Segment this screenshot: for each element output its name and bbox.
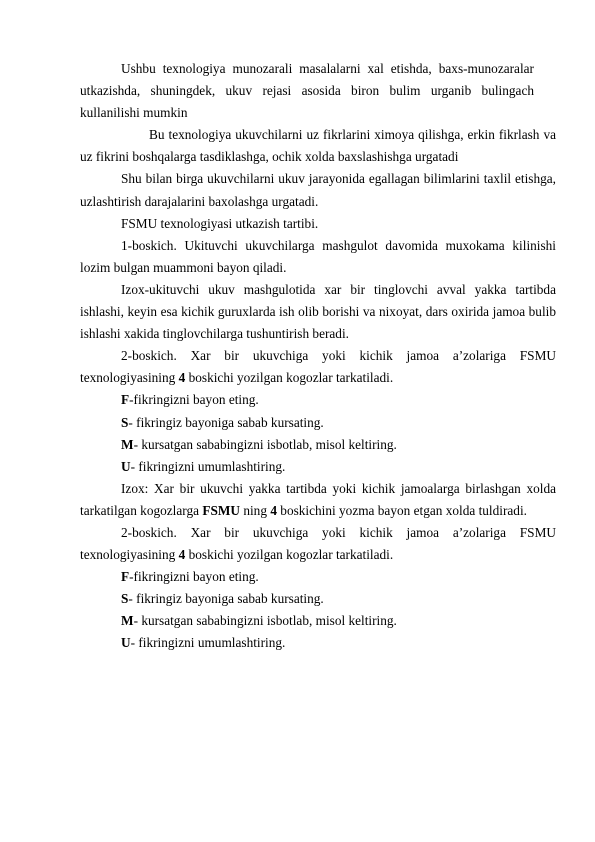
paragraph-purpose: Bu texnologiya ukuvchilarni uz fikrlarini ximoya qilishga, erkin fikrlash va uz fikrini boshqalarga tasdiklashga, ochik xolda baxslashishga urgatadi — [80, 127, 556, 165]
step-letter: F — [121, 392, 130, 408]
step-letter: U — [121, 635, 131, 651]
step-text: - fikringizni umumlashtiring. — [130, 458, 286, 474]
paragraph-stage-1: 1-boskich. Ukituvchi ukuvchilarga mashgulot davomida muxokama kilinishi lozim bulgan muammoni bayon qiladi. — [80, 237, 556, 275]
step-f-repeat — [80, 566, 556, 588]
paragraph-note-1: Izox-ukituvchi ukuv mashgulotida xar bir tinglovchi avval yakka tartibda ishlashi, keyin esa kichik guruxlarda ish olib borishi va nixoyat, dars oxirida jamoa bulib ishlashi xakida tinglovchilarga tushuntirish beradi. — [80, 281, 556, 342]
step-letter: M — [121, 613, 134, 629]
step-text: - fikringizni umumlashtiring. — [130, 635, 286, 651]
step-u-repeat — [80, 632, 556, 654]
stage-2-repeat-count: 4 — [178, 547, 186, 563]
step-letter: S — [121, 414, 129, 430]
step-s-repeat — [80, 588, 556, 610]
step-s — [80, 412, 556, 434]
document-page — [80, 58, 556, 655]
paragraph-intro: Ushbu texnologiya munozarali masalalarni xal etishda, baxs-munozaralar utkazishda, shuningdek, ukuv rejasi asosida biron bulim urganib bulingach kullanilishi mumkin — [80, 61, 534, 121]
stage-2-count: 4 — [178, 370, 186, 386]
step-text: - fikringiz bayoniga sabab kursating. — [128, 591, 324, 607]
stage-2-text-start: 2-boskich. Xar bir ukuvchiga yoki kichik jamoa a’zolariga FSMU texnologiyasining — [80, 348, 556, 386]
step-letter: M — [121, 436, 134, 452]
step-letter: F — [121, 569, 130, 585]
note-2-text-start: Izox: Xar bir ukuvchi yakka tartibda yoki kichik jamoalarga birlashgan xolda tarkatilgan kogozlarga — [80, 480, 556, 518]
step-m-repeat — [80, 610, 556, 632]
step-u — [80, 456, 556, 478]
paragraph-order-heading: FSMU texnologiyasi utkazish tartibi. — [121, 215, 319, 231]
paragraph-stage-2-repeat — [80, 522, 556, 566]
note-2-count: 4 — [270, 502, 277, 518]
step-text: -fikringizni bayon eting. — [129, 569, 259, 585]
paragraph-stage-2 — [80, 345, 556, 389]
note-2-text-end: boskichini yozma bayon etgan xolda tuldiradi. — [276, 502, 527, 518]
step-letter: U — [121, 458, 131, 474]
stage-2-repeat-text-start: 2-boskich. Xar bir ukuvchiga yoki kichik jamoa a’zolariga FSMU texnologiyasining — [80, 524, 556, 563]
stage-2-repeat-text-end: boskichi yozilgan kogozlar tarkatiladi. — [185, 547, 394, 563]
step-text: - kursatgan sababingizni isbotlab, misol keltiring. — [133, 613, 397, 629]
step-text: - fikringiz bayoniga sabab kursating. — [128, 414, 324, 430]
paragraph-note-2 — [80, 478, 556, 522]
note-2-text-mid: ning — [240, 502, 271, 518]
step-text: - kursatgan sababingizni isbotlab, misol keltiring. — [133, 436, 397, 452]
step-f — [80, 389, 556, 411]
step-m — [80, 434, 556, 456]
paragraph-analysis: Shu bilan birga ukuvchilarni ukuv jarayonida egallagan bilimlarini taxlil etishga, uzlashtirish darajalarini baxolashga urgatadi. — [80, 171, 556, 209]
step-letter: S — [121, 591, 129, 607]
note-2-fsmu: FSMU — [202, 502, 241, 518]
stage-2-text-end: boskichi yozilgan kogozlar tarkatiladi. — [185, 370, 394, 386]
step-text: -fikringizni bayon eting. — [129, 392, 259, 408]
